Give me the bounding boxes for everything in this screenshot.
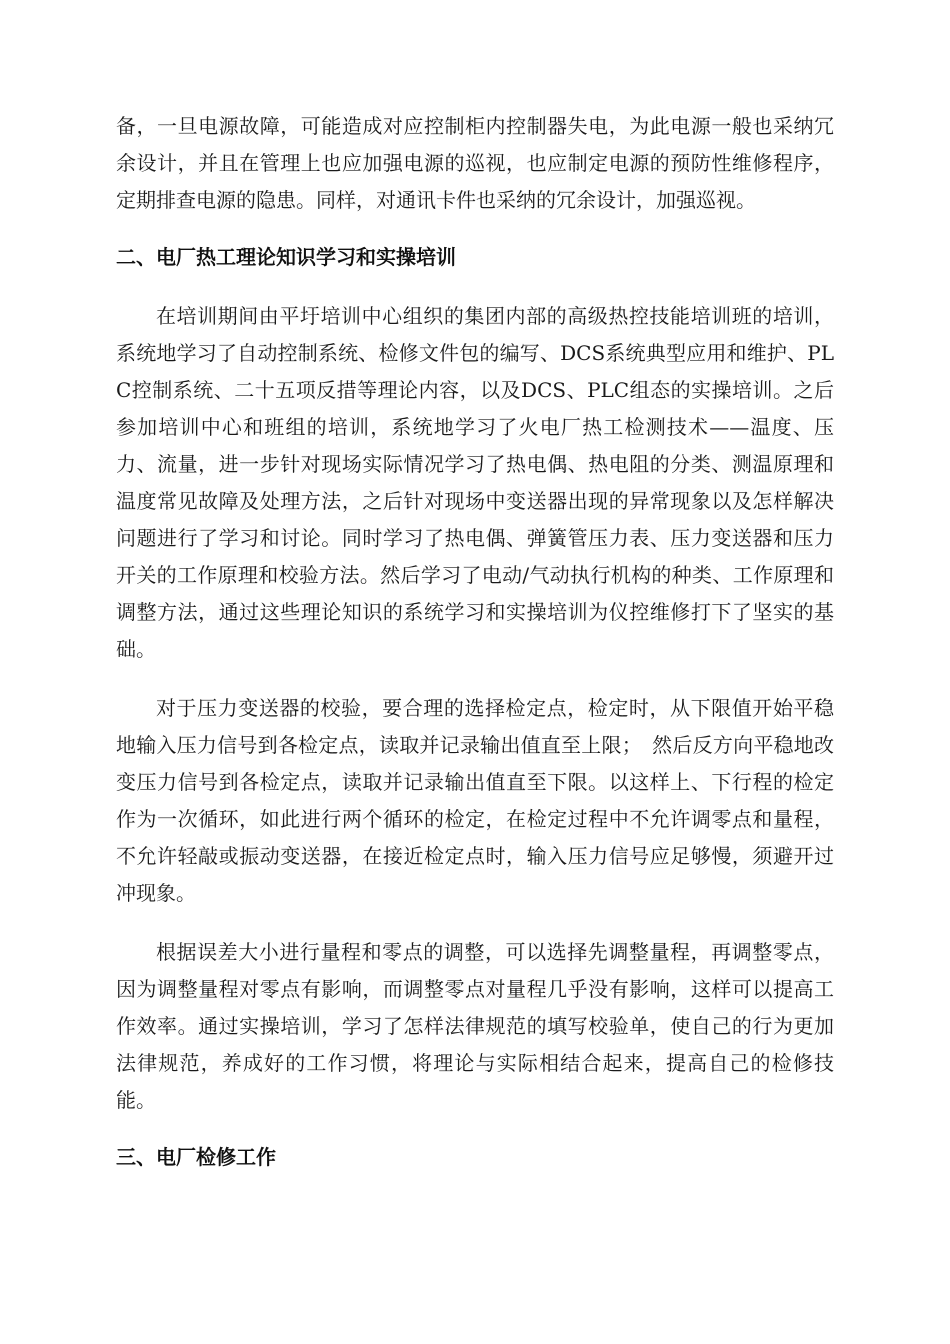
error-adjustment-paragraph: 根据误差大小进行量程和零点的调整，可以选择先调整量程，再调整零点，因为调整量程对零点有影响，而调整零点对量程几乎没有影响，这样可以提高工作效率。通过实操培训，学习了怎样法律规范的填写校验单，使自己的行为更加法律规范，养成好的工作习惯，将理论与实际相结合起来，提高自己的检修技能。 [116,940,834,1112]
section-heading-maintenance: 三、电厂检修工作 [116,1145,276,1169]
transmitter-calibration-paragraph: 对于压力变送器的校验，要合理的选择检定点，检定时，从下限值开始平稳地输入压力信号到各检定点，读取并记录输出值直至上限； 然后反方向平稳地改变压力信号到各检定点，读取并记录输出值直至下限。以这样上、下行程的检定作为一次循环，如此进行两个循环的检定，在检定过程中不允许调零点和量程，不允许轻敲或振动变送器，在接近检定点时，输入压力信号应足够慢，须避开过冲现象。 [116,696,834,905]
continued-paragraph: 备，一旦电源故障，可能造成对应控制柜内控制器失电，为此电源一般也采纳冗余设计，并且在管理上也应加强电源的巡视，也应制定电源的预防性维修程序，定期排查电源的隐患。同样，对通讯卡件也采纳的冗余设计，加强巡视。 [116,114,834,212]
section-heading-training: 二、电厂热工理论知识学习和实操培训 [116,245,456,269]
training-paragraph: 在培训期间由平圩培训中心组织的集团内部的高级热控技能培训班的培训，系统地学习了自动控制系统、检修文件包的编写、DCS系统典型应用和维护、PLC控制系统、二十五项反措等理论内容，以及DCS、PLC组态的实操培训。之后参加培训中心和班组的培训，系统地学习了火电厂热工检测技术——温度、压力、流量，进一步针对现场实际情况学习了热电偶、热电阻的分类、测温原理和温度常见故障及处理方法，之后针对现场中变送器出现的异常现象以及怎样解决问题进行了学习和讨论。同时学习了热电偶、弹簧管压力表、压力变送器和压力开关的工作原理和校验方法。然后学习了电动/气动执行机构的种类、工作原理和调整方法，通过这些理论知识的系统学习和实操培训为仪控维修打下了坚实的基础。 [116,304,834,661]
document-body [116,108,834,1176]
